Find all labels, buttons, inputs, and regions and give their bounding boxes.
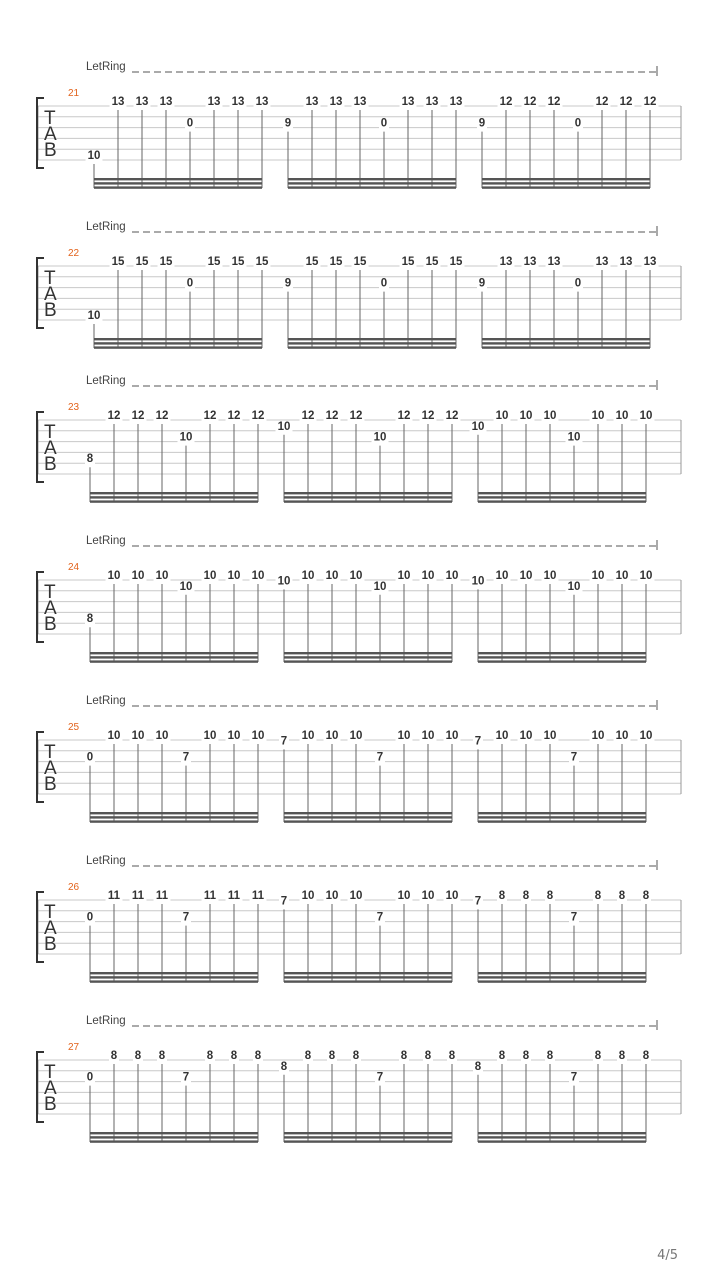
fret-number-treble-note: 15	[329, 256, 343, 268]
fret-number-inner-note: 10	[567, 431, 581, 444]
beam	[478, 972, 646, 974]
fret-number-treble-note: 13	[207, 96, 221, 108]
fret-number-treble-note: 12	[523, 96, 537, 108]
letring-label: LetRing	[86, 1015, 126, 1027]
fret-number-bass-note: 0	[86, 911, 94, 924]
beam	[90, 980, 258, 982]
fret-number-inner-note: 10	[373, 580, 387, 593]
fret-number-inner-note: 7	[182, 1071, 190, 1084]
fret-number-treble-note: 15	[449, 256, 463, 268]
fret-number-bass-note: 10	[87, 310, 101, 322]
fret-number-treble-note: 11	[251, 890, 265, 902]
fret-number-treble-note: 15	[231, 256, 245, 268]
fret-number-treble-note: 13	[135, 96, 149, 108]
beam	[478, 492, 646, 494]
beam	[482, 346, 650, 348]
fret-number-treble-note: 12	[397, 410, 411, 422]
beam	[94, 182, 262, 184]
beam	[482, 338, 650, 340]
fret-number-bass-note: 0	[86, 751, 94, 764]
fret-number-treble-note: 11	[107, 890, 121, 902]
fret-number-treble-note: 10	[543, 570, 557, 582]
fret-number-treble-note: 10	[349, 890, 363, 902]
fret-number-treble-note: 8	[448, 1050, 456, 1062]
fret-number-bass-note: 7	[474, 895, 482, 908]
fret-number-treble-note: 15	[111, 256, 125, 268]
letring-label: LetRing	[86, 375, 126, 387]
beam	[94, 342, 262, 344]
fret-number-treble-note: 13	[619, 256, 633, 268]
beam	[284, 496, 452, 498]
fret-number-treble-note: 10	[251, 730, 265, 742]
fret-number-treble-note: 10	[639, 410, 653, 422]
fret-number-bass-note: 7	[280, 735, 288, 748]
tab-clef-letter: T	[44, 422, 56, 443]
fret-number-treble-note: 15	[207, 256, 221, 268]
beam	[90, 976, 258, 978]
fret-number-treble-note: 15	[425, 256, 439, 268]
fret-number-treble-note: 10	[615, 570, 629, 582]
fret-number-treble-note: 12	[227, 410, 241, 422]
beam	[478, 500, 646, 502]
fret-number-inner-note: 0	[186, 117, 194, 130]
fret-number-inner-note: 7	[182, 911, 190, 924]
fret-number-treble-note: 13	[595, 256, 609, 268]
fret-number-treble-note: 10	[421, 890, 435, 902]
measure-number: 27	[68, 1042, 80, 1053]
fret-number-treble-note: 10	[445, 730, 459, 742]
beam	[284, 816, 452, 818]
fret-number-treble-note: 8	[206, 1050, 214, 1062]
tab-clef-letter: T	[44, 108, 56, 129]
beam	[482, 178, 650, 180]
beam	[284, 820, 452, 822]
beam	[478, 812, 646, 814]
page-number: 4/5	[657, 1248, 678, 1263]
fret-number-treble-note: 8	[594, 890, 602, 902]
fret-number-treble-note: 13	[401, 96, 415, 108]
fret-number-treble-note: 10	[519, 730, 533, 742]
fret-number-bass-note: 10	[277, 420, 291, 433]
fret-number-treble-note: 8	[618, 1050, 626, 1062]
fret-number-treble-note: 12	[547, 96, 561, 108]
beam	[284, 1140, 452, 1142]
beam	[288, 182, 456, 184]
tab-clef-letter: A	[44, 758, 57, 779]
fret-number-bass-note: 9	[284, 117, 292, 130]
fret-number-treble-note: 10	[349, 570, 363, 582]
fret-number-treble-note: 10	[519, 570, 533, 582]
fret-number-inner-note: 7	[376, 751, 384, 764]
beam	[284, 980, 452, 982]
tab-clef-letter: A	[44, 918, 57, 939]
fret-number-treble-note: 10	[591, 410, 605, 422]
fret-number-inner-note: 7	[570, 1071, 578, 1084]
measure-number: 25	[68, 722, 80, 733]
letring-label: LetRing	[86, 61, 126, 73]
fret-number-treble-note: 10	[155, 730, 169, 742]
fret-number-treble-note: 13	[547, 256, 561, 268]
fret-number-treble-note: 13	[329, 96, 343, 108]
fret-number-treble-note: 15	[255, 256, 269, 268]
measure-number: 23	[68, 402, 80, 413]
fret-number-inner-note: 0	[574, 277, 582, 290]
beam	[284, 656, 452, 658]
fret-number-treble-note: 11	[131, 890, 145, 902]
fret-number-treble-note: 10	[251, 570, 265, 582]
beam	[284, 972, 452, 974]
letring-label: LetRing	[86, 535, 126, 547]
fret-number-treble-note: 10	[107, 730, 121, 742]
beam	[90, 816, 258, 818]
beam	[94, 338, 262, 340]
fret-number-treble-note: 10	[301, 890, 315, 902]
beam	[90, 1140, 258, 1142]
fret-number-treble-note: 12	[301, 410, 315, 422]
fret-number-bass-note: 9	[478, 277, 486, 290]
fret-number-treble-note: 8	[254, 1050, 262, 1062]
beam	[90, 660, 258, 662]
fret-number-inner-note: 0	[574, 117, 582, 130]
letring-label: LetRing	[86, 855, 126, 867]
tab-clef-letter: A	[44, 284, 57, 305]
fret-number-bass-note: 8	[280, 1060, 288, 1073]
fret-number-treble-note: 10	[227, 730, 241, 742]
fret-number-treble-note: 10	[227, 570, 241, 582]
tab-clef-letter: B	[44, 614, 57, 635]
beam	[94, 178, 262, 180]
fret-number-treble-note: 13	[523, 256, 537, 268]
fret-number-inner-note: 7	[570, 751, 578, 764]
tab-clef-letter: B	[44, 934, 57, 955]
beam	[288, 178, 456, 180]
fret-number-treble-note: 12	[107, 410, 121, 422]
fret-number-treble-note: 12	[421, 410, 435, 422]
beam	[90, 656, 258, 658]
beam	[284, 1136, 452, 1138]
fret-number-bass-note: 7	[474, 735, 482, 748]
beam	[90, 500, 258, 502]
fret-number-treble-note: 8	[522, 1050, 530, 1062]
beam	[478, 1140, 646, 1142]
fret-number-treble-note: 11	[155, 890, 169, 902]
beam	[284, 812, 452, 814]
beam	[478, 496, 646, 498]
fret-number-treble-note: 12	[445, 410, 459, 422]
fret-number-treble-note: 15	[401, 256, 415, 268]
fret-number-treble-note: 12	[499, 96, 513, 108]
fret-number-bass-note: 8	[86, 613, 94, 626]
tab-clef-letter: B	[44, 1094, 57, 1115]
fret-number-treble-note: 15	[159, 256, 173, 268]
tab-clef-letter: B	[44, 454, 57, 475]
fret-number-treble-note: 12	[595, 96, 609, 108]
fret-number-treble-note: 15	[305, 256, 319, 268]
fret-number-inner-note: 10	[567, 580, 581, 593]
fret-number-treble-note: 10	[301, 570, 315, 582]
beam	[90, 820, 258, 822]
tab-clef-letter: B	[44, 300, 57, 321]
fret-number-treble-note: 10	[131, 570, 145, 582]
beam	[90, 496, 258, 498]
fret-number-treble-note: 10	[519, 410, 533, 422]
fret-number-treble-note: 13	[111, 96, 125, 108]
fret-number-treble-note: 10	[445, 890, 459, 902]
beam	[288, 338, 456, 340]
fret-number-treble-note: 8	[594, 1050, 602, 1062]
fret-number-treble-note: 10	[325, 570, 339, 582]
fret-number-treble-note: 10	[397, 890, 411, 902]
fret-number-treble-note: 12	[251, 410, 265, 422]
fret-number-treble-note: 12	[203, 410, 217, 422]
fret-number-treble-note: 11	[227, 890, 241, 902]
measure-number: 21	[68, 88, 80, 99]
tab-clef-letter: B	[44, 140, 57, 161]
beam	[478, 660, 646, 662]
fret-number-bass-note: 9	[478, 117, 486, 130]
fret-number-treble-note: 8	[498, 1050, 506, 1062]
fret-number-bass-note: 0	[86, 1071, 94, 1084]
fret-number-treble-note: 13	[231, 96, 245, 108]
beam	[284, 492, 452, 494]
fret-number-bass-note: 10	[471, 420, 485, 433]
fret-number-treble-note: 8	[618, 890, 626, 902]
tab-clef-letter: T	[44, 1062, 56, 1083]
beam	[94, 346, 262, 348]
fret-number-bass-note: 10	[277, 575, 291, 588]
fret-number-treble-note: 12	[131, 410, 145, 422]
fret-number-treble-note: 8	[400, 1050, 408, 1062]
beam	[90, 1136, 258, 1138]
fret-number-treble-note: 10	[155, 570, 169, 582]
fret-number-treble-note: 10	[325, 890, 339, 902]
fret-number-treble-note: 8	[110, 1050, 118, 1062]
tab-clef-letter: T	[44, 268, 56, 289]
fret-number-bass-note: 8	[86, 453, 94, 466]
fret-number-treble-note: 10	[591, 570, 605, 582]
fret-number-treble-note: 10	[349, 730, 363, 742]
fret-number-treble-note: 12	[325, 410, 339, 422]
beam	[478, 816, 646, 818]
fret-number-inner-note: 0	[186, 277, 194, 290]
fret-number-treble-note: 13	[499, 256, 513, 268]
fret-number-inner-note: 0	[380, 277, 388, 290]
fret-number-treble-note: 15	[353, 256, 367, 268]
beam	[288, 186, 456, 188]
tab-clef-letter: B	[44, 774, 57, 795]
beam	[94, 186, 262, 188]
fret-number-treble-note: 10	[397, 570, 411, 582]
beam	[288, 346, 456, 348]
measure-number: 22	[68, 248, 80, 259]
fret-number-bass-note: 10	[87, 150, 101, 162]
fret-number-inner-note: 7	[376, 911, 384, 924]
fret-number-inner-note: 0	[380, 117, 388, 130]
fret-number-treble-note: 8	[642, 890, 650, 902]
fret-number-treble-note: 10	[495, 570, 509, 582]
fret-number-treble-note: 8	[498, 890, 506, 902]
measure-number: 26	[68, 882, 80, 893]
tab-clef-letter: A	[44, 1078, 57, 1099]
beam	[284, 976, 452, 978]
beam	[478, 1136, 646, 1138]
fret-number-treble-note: 12	[155, 410, 169, 422]
beam	[478, 656, 646, 658]
fret-number-treble-note: 10	[107, 570, 121, 582]
fret-number-treble-note: 8	[546, 1050, 554, 1062]
fret-number-treble-note: 8	[546, 890, 554, 902]
fret-number-treble-note: 8	[522, 890, 530, 902]
fret-number-bass-note: 8	[474, 1060, 482, 1073]
fret-number-inner-note: 10	[179, 580, 193, 593]
fret-number-treble-note: 8	[158, 1050, 166, 1062]
beam	[478, 980, 646, 982]
beam	[284, 1132, 452, 1134]
beam	[284, 500, 452, 502]
tab-clef-letter: T	[44, 582, 56, 603]
beam	[478, 976, 646, 978]
measure-number: 24	[68, 562, 80, 573]
fret-number-treble-note: 13	[159, 96, 173, 108]
fret-number-treble-note: 10	[615, 410, 629, 422]
fret-number-treble-note: 8	[134, 1050, 142, 1062]
fret-number-treble-note: 10	[639, 730, 653, 742]
fret-number-treble-note: 10	[397, 730, 411, 742]
letring-label: LetRing	[86, 695, 126, 707]
beam	[90, 1132, 258, 1134]
tab-clef-letter: T	[44, 902, 56, 923]
fret-number-treble-note: 10	[495, 730, 509, 742]
fret-number-bass-note: 9	[284, 277, 292, 290]
tab-clef-letter: T	[44, 742, 56, 763]
beam	[284, 652, 452, 654]
fret-number-treble-note: 10	[203, 570, 217, 582]
beam	[90, 652, 258, 654]
beam	[90, 492, 258, 494]
fret-number-treble-note: 13	[255, 96, 269, 108]
fret-number-inner-note: 7	[182, 751, 190, 764]
fret-number-inner-note: 10	[373, 431, 387, 444]
fret-number-bass-note: 10	[471, 575, 485, 588]
fret-number-treble-note: 13	[425, 96, 439, 108]
fret-number-treble-note: 13	[643, 256, 657, 268]
fret-number-treble-note: 10	[591, 730, 605, 742]
fret-number-treble-note: 10	[203, 730, 217, 742]
fret-number-treble-note: 8	[352, 1050, 360, 1062]
beam	[288, 342, 456, 344]
fret-number-treble-note: 10	[131, 730, 145, 742]
tab-clef-letter: A	[44, 124, 57, 145]
fret-number-treble-note: 8	[304, 1050, 312, 1062]
fret-number-treble-note: 11	[203, 890, 217, 902]
fret-number-treble-note: 10	[639, 570, 653, 582]
beam	[482, 342, 650, 344]
fret-number-treble-note: 10	[445, 570, 459, 582]
fret-number-bass-note: 7	[280, 895, 288, 908]
fret-number-treble-note: 10	[543, 410, 557, 422]
fret-number-treble-note: 8	[230, 1050, 238, 1062]
fret-number-treble-note: 8	[328, 1050, 336, 1062]
fret-number-treble-note: 12	[349, 410, 363, 422]
fret-number-treble-note: 12	[643, 96, 657, 108]
fret-number-treble-note: 10	[421, 570, 435, 582]
fret-number-treble-note: 10	[421, 730, 435, 742]
fret-number-inner-note: 10	[179, 431, 193, 444]
fret-number-treble-note: 15	[135, 256, 149, 268]
beam	[90, 812, 258, 814]
tab-clef-letter: A	[44, 438, 57, 459]
fret-number-treble-note: 13	[305, 96, 319, 108]
fret-number-treble-note: 12	[619, 96, 633, 108]
fret-number-treble-note: 10	[301, 730, 315, 742]
beam	[478, 1132, 646, 1134]
beam	[284, 660, 452, 662]
fret-number-treble-note: 10	[543, 730, 557, 742]
letring-label: LetRing	[86, 221, 126, 233]
beam	[482, 186, 650, 188]
fret-number-treble-note: 10	[325, 730, 339, 742]
fret-number-treble-note: 8	[424, 1050, 432, 1062]
fret-number-inner-note: 7	[376, 1071, 384, 1084]
fret-number-treble-note: 13	[353, 96, 367, 108]
fret-number-treble-note: 10	[495, 410, 509, 422]
beam	[90, 972, 258, 974]
fret-number-treble-note: 8	[642, 1050, 650, 1062]
beam	[478, 652, 646, 654]
fret-number-treble-note: 13	[449, 96, 463, 108]
beam	[482, 182, 650, 184]
fret-number-inner-note: 7	[570, 911, 578, 924]
fret-number-treble-note: 10	[615, 730, 629, 742]
tab-clef-letter: A	[44, 598, 57, 619]
beam	[478, 820, 646, 822]
